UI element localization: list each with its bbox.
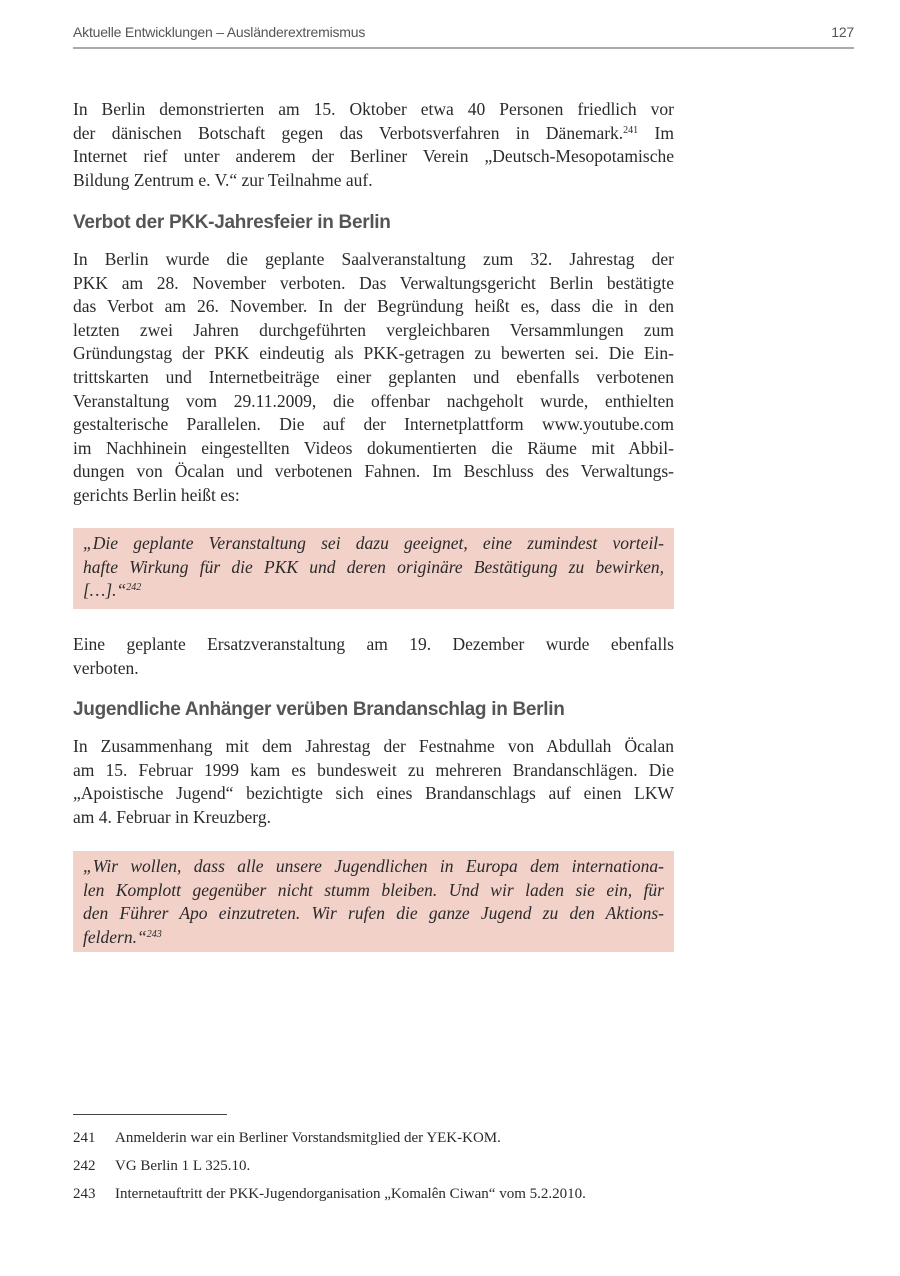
text-segment: „Wir wollen, dass alle unsere Jugendlichen in Europa dem internationa- xyxy=(83,856,664,876)
text-segment: In Zusammenhang mit dem Jahrestag der Festnahme von Abdullah Öcalan xyxy=(73,736,674,756)
quote-box xyxy=(73,851,674,952)
text-line: Internet rief unter anderem der Berliner Verein „Deutsch-Mesopotamische xyxy=(73,146,674,167)
text-segment: gerichts Berlin heißt es: xyxy=(73,484,240,505)
text-line xyxy=(73,122,674,146)
text-segment: len Komplott gegenüber nicht stumm bleiben. Und wir laden sie ein, für xyxy=(83,879,664,900)
text-line xyxy=(83,879,664,903)
footnote xyxy=(73,1186,586,1203)
footnote-ref[interactable]: 241 xyxy=(623,124,639,136)
text-segment: PKK am 28. November verboten. Das Verwaltungsgericht Berlin bestätigte xyxy=(73,272,674,293)
footnote-text: Internetauftritt der PKK-Jugendorganisation „Komalên Ciwan“ vom 5.2.2010. xyxy=(115,1186,586,1202)
text-line xyxy=(73,366,674,390)
text-segment: gestalterische Parallelen. Die auf der Internetplattform www.youtube.com xyxy=(73,414,674,435)
text-segment: am 15. Februar 1999 kam es bundesweit zu mehreren Brandanschlägen. Die xyxy=(73,759,674,780)
quote-box xyxy=(73,528,674,609)
running-header xyxy=(73,24,854,40)
text-line xyxy=(73,272,674,296)
paragraph-3 xyxy=(73,633,674,680)
text-line xyxy=(73,806,674,830)
text-segment: feldern.“ xyxy=(83,926,147,947)
text-line xyxy=(73,390,674,414)
text-line xyxy=(83,579,664,603)
text-line xyxy=(73,782,674,806)
page-number: 127 xyxy=(831,24,854,40)
footnote-ref[interactable]: 242 xyxy=(126,582,142,594)
text-segment: den Führer Apo einzutreten. Wir rufen die ganze Jugend zu den Aktions- xyxy=(83,903,664,924)
footnote-rule xyxy=(73,1114,227,1115)
text-line xyxy=(73,437,674,461)
footnote-text: VG Berlin 1 L 325.10. xyxy=(115,1158,251,1174)
footnote-number: 241 xyxy=(73,1130,96,1146)
footnote-number: 243 xyxy=(73,1186,96,1202)
footnote-number: 242 xyxy=(73,1158,96,1174)
section-heading: Verbot der PKK-Jahresfeier in Berlin xyxy=(73,212,391,233)
text-line xyxy=(73,342,674,366)
text-segment: Gründungstag der PKK eindeutig als PKK-getragen zu bewerten sei. Die Ein- xyxy=(73,343,674,364)
text-segment: dungen von Öcalan und verbotenen Fahnen. Im Beschluss des Verwaltungs- xyxy=(73,461,674,482)
text-segment: trittskarten und Internetbeiträge einer geplanten und ebenfalls verbotenen xyxy=(73,366,674,387)
text-line xyxy=(83,556,664,580)
header-rule xyxy=(73,47,854,49)
text-line xyxy=(83,532,664,556)
text-segment: am 4. Februar in Kreuzberg. xyxy=(73,806,271,827)
text-segment: letzten zwei Jahren durchgeführten vergleichbaren Versammlungen zum xyxy=(73,319,674,340)
text-segment: im Nachhinein eingestellten Videos dokumentierten die Räume mit Abbil- xyxy=(73,437,674,458)
text-segment: „Die geplante Veranstaltung sei dazu geeignet, eine zumindest vorteil- xyxy=(83,533,664,553)
paragraph-1 xyxy=(73,98,674,192)
section-heading: Jugendliche Anhänger verüben Brandanschlag in Berlin xyxy=(73,699,565,720)
text-line xyxy=(73,248,674,272)
text-segment: das Verbot am 26. November. In der Begründung heißt es, dass die in den xyxy=(73,296,674,317)
text-line xyxy=(83,926,664,950)
text-segment: Eine geplante Ersatzveranstaltung am 19. Dezember wurde ebenfalls xyxy=(73,634,674,654)
text-line xyxy=(73,735,674,759)
text-line xyxy=(73,633,674,657)
text-segment: verboten. xyxy=(73,657,139,678)
text-segment: „Apoistische Jugend“ bezichtigte sich eines Brandanschlags auf einen LKW xyxy=(73,783,674,804)
text-line xyxy=(83,855,664,879)
text-line xyxy=(73,759,674,783)
quote-text xyxy=(73,528,674,607)
text-segment: Im xyxy=(638,122,674,143)
text-segment: Veranstaltung vom 29.11.2009, die offenbar nachgeholt wurde, enthielten xyxy=(73,390,674,411)
text-segment: […].“ xyxy=(83,580,127,601)
footnote-text: Anmelderin war ein Berliner Vorstandsmitglied der YEK-KOM. xyxy=(115,1130,501,1146)
text-line xyxy=(73,657,674,681)
text-segment: der dänischen Botschaft gegen das Verbotsverfahren in Dänemark. xyxy=(73,122,624,143)
text-line xyxy=(73,319,674,343)
text-line xyxy=(73,460,674,484)
text-line xyxy=(73,295,674,319)
text-line: Bildung Zentrum e. V.“ zur Teilnahme auf. xyxy=(73,169,373,190)
text-segment: hafte Wirkung für die PKK und deren originäre Bestätigung zu bewirken, xyxy=(83,556,664,577)
header-title: Aktuelle Entwicklungen – Ausländerextremismus xyxy=(73,24,366,40)
text-line xyxy=(73,413,674,437)
paragraph-4 xyxy=(73,735,674,829)
text-segment: In Berlin wurde die geplante Saalveranstaltung zum 32. Jahrestag der xyxy=(73,249,674,269)
text-line: In Berlin demonstrierten am 15. Oktober etwa 40 Personen friedlich vor xyxy=(73,99,674,119)
footnote-ref[interactable]: 243 xyxy=(146,928,162,940)
footnote xyxy=(73,1158,250,1175)
quote-text xyxy=(73,851,674,953)
text-line xyxy=(83,902,664,926)
paragraph-2 xyxy=(73,248,674,508)
footnote xyxy=(73,1130,501,1147)
text-line xyxy=(73,484,674,508)
